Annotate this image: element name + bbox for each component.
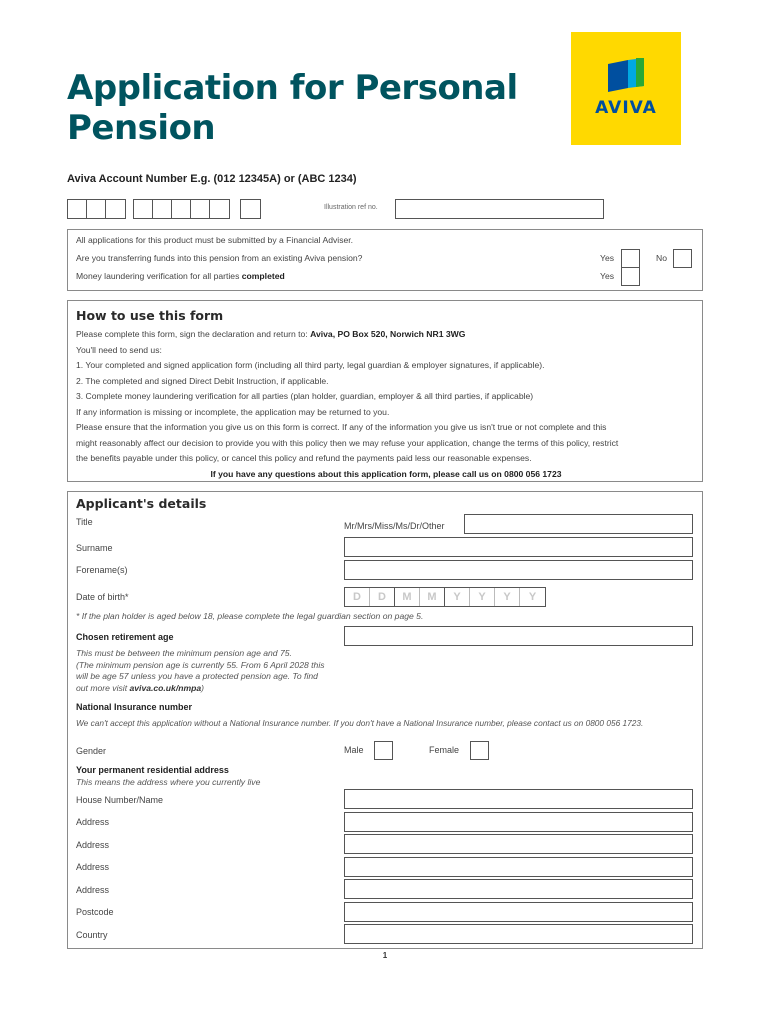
postcode-label: Postcode — [76, 907, 114, 917]
money-laundering-question — [76, 269, 285, 285]
dob-day-1[interactable]: D — [345, 588, 370, 606]
house-input[interactable] — [344, 789, 693, 809]
forenames-label: Forename(s) — [76, 565, 128, 575]
digit-box[interactable] — [106, 200, 125, 218]
money-laundering-yes-label: Yes — [600, 271, 615, 281]
female-label: Female — [429, 745, 460, 755]
logo-text: AVIVA — [595, 98, 657, 118]
gender-label: Gender — [76, 746, 107, 756]
how-to-line: 2. The completed and signed Direct Debit Instruction, if applicable. — [76, 375, 329, 386]
dob-year-3[interactable]: Y — [495, 588, 520, 606]
address-label: Address — [76, 862, 110, 872]
applicant-title: Applicant's details — [76, 496, 207, 511]
return-address-line — [76, 327, 696, 343]
how-to-title: How to use this form — [76, 308, 224, 323]
money-laundering-yes-checkbox[interactable] — [621, 267, 640, 286]
address-title: Your permanent residential address — [76, 765, 229, 775]
address-label: Address — [76, 817, 110, 827]
transfer-no-checkbox[interactable] — [673, 249, 692, 268]
ni-note: We can't accept this application without a National Insurance number. If you don't have a National Insurance number, please contact us on 0800 056 1723. — [76, 718, 644, 728]
digit-box[interactable] — [172, 200, 191, 218]
retirement-age-input[interactable] — [344, 626, 693, 646]
account-digits-group-2[interactable] — [133, 199, 230, 219]
how-to-line: the benefits payable under this policy, or cancel this policy and refund the payments paid less our reasonable expenses. — [76, 453, 532, 463]
how-to-line: If any information is missing or incomplete, the application may be returned to you. — [76, 406, 390, 417]
how-to-line: 3. Complete money laundering verification for all parties (plan holder, guardian, employer & all third parties, if applicable) — [76, 391, 534, 401]
dob-input[interactable] — [344, 587, 546, 607]
aviva-logo — [571, 32, 681, 145]
title-options: Mr/Mrs/Miss/Ms/Dr/Other — [344, 521, 445, 531]
page-number: 1 — [382, 951, 388, 960]
transfer-yes-label: Yes — [600, 253, 615, 263]
address-input-3[interactable] — [344, 857, 693, 877]
how-to-body — [76, 327, 696, 482]
digit-box[interactable] — [153, 200, 172, 218]
how-to-line: Please ensure that the information you give us on this form is correct. If any of the information you give us isn't true or not complete and this — [76, 422, 607, 432]
address-note: This means the address where you currently live — [76, 777, 261, 787]
dob-label: Date of birth* — [76, 592, 129, 602]
dob-day-2[interactable]: D — [370, 588, 395, 606]
illustration-ref-label: Illustration ref no. — [324, 204, 378, 211]
surname-input[interactable] — [344, 537, 693, 557]
digit-box[interactable] — [134, 200, 153, 218]
return-address: Aviva, PO Box 520, Norwich NR1 3WG — [310, 329, 466, 339]
male-label: Male — [344, 745, 364, 755]
dob-year-2[interactable]: Y — [470, 588, 495, 606]
female-checkbox[interactable] — [470, 741, 489, 760]
return-text: Please complete this form, sign the declaration and return to: — [76, 329, 311, 339]
digit-box[interactable] — [210, 200, 229, 218]
how-to-line: might reasonably affect our decision to provide you with this policy then we may refuse your application, change the terms of this policy, restrict — [76, 437, 619, 448]
digit-box[interactable] — [87, 200, 106, 218]
how-to-line: You'll need to send us: — [76, 344, 162, 355]
retirement-age-label: Chosen retirement age — [76, 632, 174, 642]
country-input[interactable] — [344, 924, 693, 944]
nmpa-link[interactable]: aviva.co.uk/nmpa — [129, 682, 202, 693]
male-checkbox[interactable] — [374, 741, 393, 760]
dob-note: * If the plan holder is aged below 18, please complete the legal guardian section on page 5. — [76, 611, 424, 621]
forenames-input[interactable] — [344, 560, 693, 580]
title-input[interactable] — [464, 514, 693, 534]
illustration-ref-input[interactable] — [395, 199, 604, 219]
retirement-note-line: (The minimum pension age is currently 55. From 6 April 2028 this — [76, 659, 325, 670]
digit-box[interactable] — [191, 200, 210, 218]
aviva-flag-icon — [606, 58, 646, 94]
address-label: Address — [76, 840, 110, 850]
account-number-label: Aviva Account Number E.g. (012 12345A) or (ABC 1234) — [67, 173, 357, 185]
transfer-yes-checkbox[interactable] — [621, 249, 640, 268]
dob-year-1[interactable]: Y — [445, 588, 470, 606]
transfer-no-label: No — [656, 253, 667, 263]
money-laundering-text: Money laundering verification for all parties — [76, 271, 242, 281]
house-label: House Number/Name — [76, 795, 164, 805]
address-input-2[interactable] — [344, 834, 693, 854]
digit-box[interactable] — [241, 200, 260, 218]
retirement-note-text: out more visit — [76, 682, 130, 693]
address-input-1[interactable] — [344, 812, 693, 832]
dob-month-1[interactable]: M — [395, 588, 420, 606]
dob-year-4[interactable]: Y — [528, 591, 537, 603]
adviser-notice: All applications for this product must be submitted by a Financial Adviser. — [76, 235, 354, 245]
address-label: Address — [76, 885, 110, 895]
retirement-age-note — [76, 648, 346, 694]
dob-month-2[interactable]: M — [420, 588, 445, 606]
transfer-question: Are you transferring funds into this pension from an existing Aviva pension? — [76, 253, 363, 263]
page-title-line2: Pension — [67, 108, 216, 148]
retirement-note-line — [76, 683, 346, 695]
retirement-note-line: will be age 57 unless you have a protected pension age. To find — [76, 671, 318, 681]
how-to-line: 1. Your completed and signed application form (including all third party, legal guardian & employer signatures, if applicable). — [76, 360, 545, 370]
retirement-note-text: ) — [201, 682, 205, 693]
contact-line: If you have any questions about this application form, please call us on 0800 056 1723 — [210, 468, 562, 479]
country-label: Country — [76, 930, 108, 940]
postcode-input[interactable] — [344, 902, 693, 922]
page-title-line1: Application for Personal — [67, 68, 518, 108]
address-input-4[interactable] — [344, 879, 693, 899]
digit-box[interactable] — [68, 200, 87, 218]
surname-label: Surname — [76, 543, 113, 553]
account-digits-group-3[interactable] — [240, 199, 261, 219]
page-title — [67, 68, 537, 148]
ni-label: National Insurance number — [76, 702, 193, 712]
account-digits-group-1[interactable] — [67, 199, 126, 219]
retirement-note-line: This must be between the minimum pension age and 75. — [76, 648, 292, 658]
money-laundering-bold: completed — [241, 271, 285, 281]
title-label: Title — [76, 517, 93, 527]
